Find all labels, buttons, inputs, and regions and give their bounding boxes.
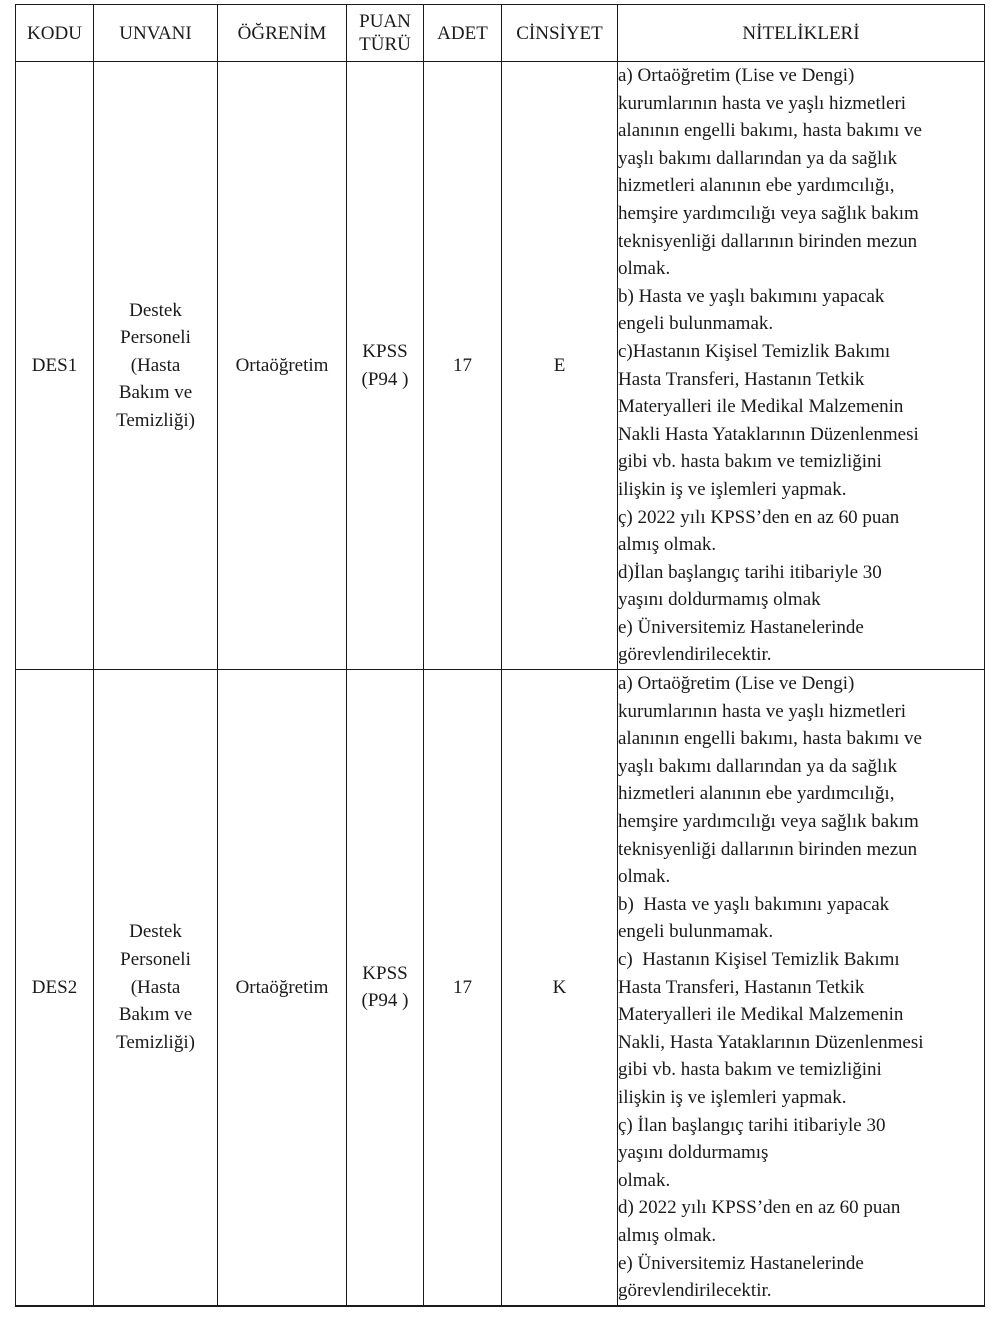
table-row [16, 670, 985, 1306]
cell-nitelikleri [618, 62, 985, 670]
nitelik-line: engeli bulunmamak. [618, 921, 774, 943]
nitelik-line: e) Üniversitemiz Hastanelerinde [618, 1252, 864, 1274]
nitelik-line: teknisyenliği dallarının birinden mezun [618, 230, 918, 252]
cell-unvani [94, 62, 218, 670]
cell-cinsiyet: E [502, 62, 618, 670]
nitelik-line: teknisyenliği dallarının birinden mezun [618, 838, 918, 860]
header-unvani: UNVANI [94, 5, 218, 62]
header-puan-turu [347, 5, 424, 62]
nitelik-line: Materyalleri ile Medikal Malzemenin [618, 396, 904, 418]
staff-positions-table [15, 4, 985, 1307]
nitelik-line: almış olmak. [618, 1224, 717, 1246]
nitelik-line: d)İlan başlangıç tarihi itibariyle 30 [618, 561, 882, 583]
unvani-line: Personeli [120, 949, 191, 970]
cell-puan-turu [347, 62, 424, 670]
nitelik-line: c) Hastanın Kişisel Temizlik Bakımı [618, 949, 900, 970]
cell-ogrenim: Ortaöğretim [218, 62, 347, 670]
unvani-line: Bakım ve [118, 1004, 193, 1026]
nitelik-line: ç) 2022 yılı KPSS’den en az 60 puan [618, 506, 900, 528]
nitelik-line: olmak. [618, 866, 671, 888]
unvani-line: Temizliği) [116, 409, 195, 431]
cell-adet: 17 [424, 62, 502, 670]
nitelik-line: b) Hasta ve yaşlı bakımını yapacak [618, 285, 885, 307]
cell-unvani [94, 670, 218, 1306]
header-nitelikleri: NİTELİKLERİ [618, 5, 985, 62]
nitelik-line: ilişkin iş ve işlemleri yapmak. [618, 1086, 847, 1108]
nitelik-line: d) 2022 yılı KPSS’den en az 60 puan [618, 1197, 901, 1219]
nitelik-line: Nakli, Hasta Yataklarının Düzenlenmesi [618, 1031, 924, 1053]
nitelik-line: hizmetleri alanının ebe yardımcılığı, [618, 783, 895, 805]
nitelik-line: almış olmak. [618, 534, 717, 556]
header-kodu: KODU [16, 5, 94, 62]
nitelik-line: gibi vb. hasta bakım ve temizliğini [618, 1059, 882, 1081]
puan-turu-line: (P94 ) [361, 990, 409, 1012]
unvani-line: Temizliği) [116, 1031, 195, 1053]
cell-cinsiyet: K [502, 670, 618, 1306]
nitelik-line: ilişkin iş ve işlemleri yapmak. [618, 478, 847, 500]
puan-turu-line: KPSS [362, 340, 408, 362]
nitelik-line: c)Hastanın Kişisel Temizlik Bakımı [618, 340, 891, 362]
unvani-line: Destek [129, 921, 182, 943]
header-adet: ADET [424, 5, 502, 62]
nitelik-line: kurumlarının hasta ve yaşlı hizmetleri [618, 92, 907, 114]
table-row [16, 62, 985, 670]
nitelik-line: olmak. [618, 1169, 671, 1191]
nitelik-line: alanının engelli bakımı, hasta bakımı ve [618, 120, 922, 142]
nitelik-line: yaşlı bakımı dallarından ya da sağlık [618, 755, 898, 777]
nitelik-line: ç) İlan başlangıç tarihi itibariyle 30 [618, 1114, 886, 1136]
nitelik-line: gibi vb. hasta bakım ve temizliğini [618, 451, 882, 473]
nitelik-line: Nakli Hasta Yataklarının Düzenlenmesi [618, 423, 919, 445]
unvani-line: Bakım ve [118, 382, 193, 404]
header-puan-turu-line: PUAN [359, 11, 411, 32]
puan-turu-line: (P94 ) [361, 368, 409, 390]
cell-kodu: DES1 [16, 62, 94, 670]
header-ogrenim: ÖĞRENİM [218, 5, 347, 62]
nitelik-line: a) Ortaöğretim (Lise ve Dengi) [618, 65, 855, 86]
nitelik-line: b) Hasta ve yaşlı bakımını yapacak [618, 893, 890, 915]
nitelik-line: Hasta Transferi, Hastanın Tetkik [618, 976, 865, 998]
nitelik-line: görevlendirilecektir. [618, 644, 772, 666]
nitelik-line: e) Üniversitemiz Hastanelerinde [618, 616, 864, 638]
puan-turu-line: KPSS [362, 962, 408, 984]
header-row [16, 5, 985, 62]
header-cinsiyet: CİNSİYET [502, 5, 618, 62]
nitelik-line: hemşire yardımcılığı veya sağlık bakım [618, 811, 919, 833]
cell-puan-turu [347, 670, 424, 1306]
nitelik-line: yaşlı bakımı dallarından ya da sağlık [618, 147, 898, 169]
nitelik-line: hizmetleri alanının ebe yardımcılığı, [618, 175, 895, 197]
nitelik-line: alanının engelli bakımı, hasta bakımı ve [618, 728, 922, 750]
unvani-line: (Hasta [130, 976, 181, 998]
cell-nitelikleri [618, 670, 985, 1306]
cell-kodu: DES2 [16, 670, 94, 1306]
nitelik-line: yaşını doldurmamış [618, 1142, 769, 1164]
header-puan-turu-line: TÜRÜ [359, 34, 411, 55]
nitelik-line: a) Ortaöğretim (Lise ve Dengi) [618, 673, 855, 695]
nitelik-line: kurumlarının hasta ve yaşlı hizmetleri [618, 700, 907, 722]
unvani-line: (Hasta [130, 354, 181, 376]
nitelik-line: Hasta Transferi, Hastanın Tetkik [618, 368, 865, 390]
nitelik-line: görevlendirilecektir. [618, 1280, 772, 1302]
unvani-line: Personeli [120, 327, 191, 349]
nitelik-line: hemşire yardımcılığı veya sağlık bakım [618, 202, 919, 224]
cell-ogrenim: Ortaöğretim [218, 670, 347, 1306]
nitelik-line: engeli bulunmamak. [618, 313, 774, 335]
nitelik-line: Materyalleri ile Medikal Malzemenin [618, 1004, 904, 1026]
unvani-line: Destek [129, 299, 182, 321]
cell-adet: 17 [424, 670, 502, 1306]
nitelik-line: yaşını doldurmamış olmak [618, 589, 821, 611]
nitelik-line: olmak. [618, 258, 671, 280]
